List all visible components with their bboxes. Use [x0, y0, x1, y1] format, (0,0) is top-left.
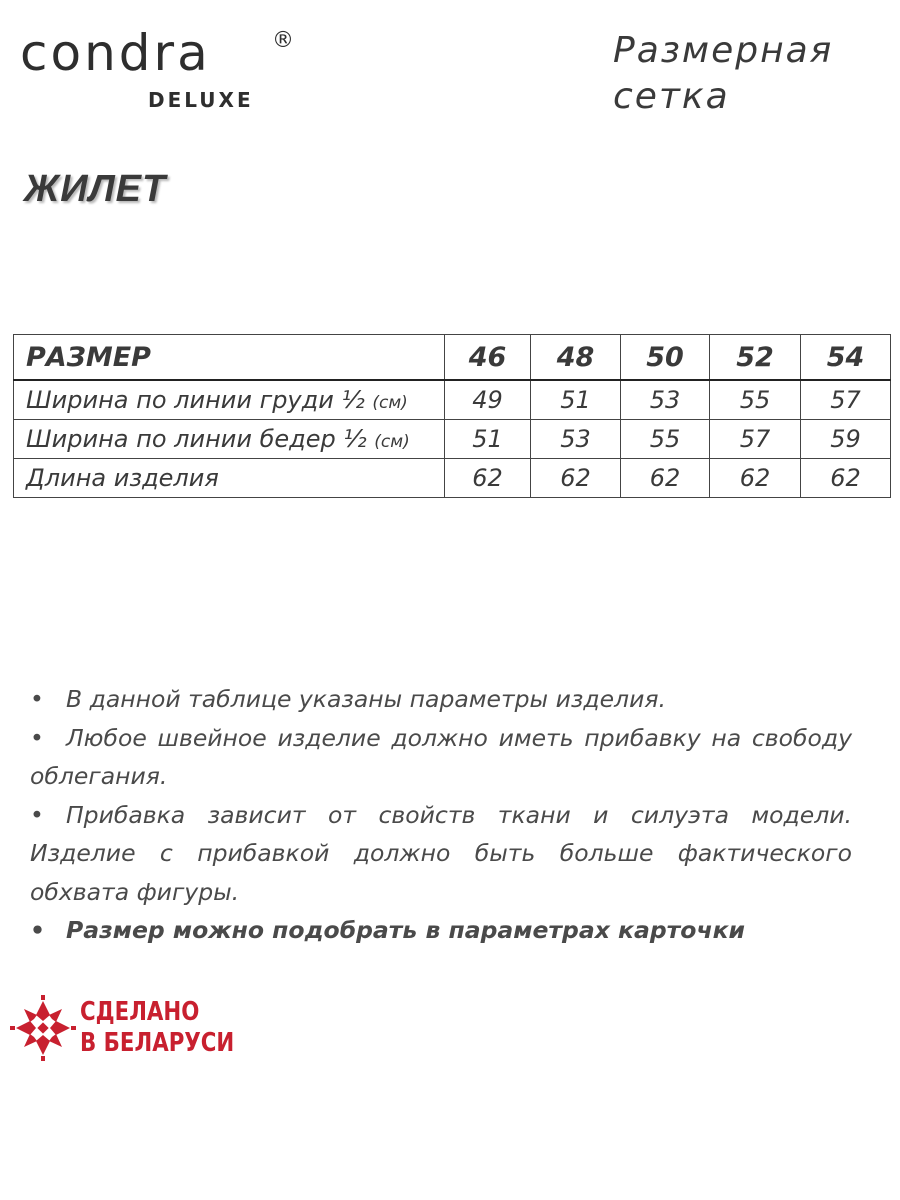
header-size: 48 — [531, 335, 621, 381]
brand-subline: DELUXE — [148, 88, 254, 112]
made-in-line2: В БЕЛАРУСИ — [80, 1028, 235, 1058]
bullet-icon: • — [30, 916, 46, 944]
note-text: Прибавка зависит от свойств ткани и силуэта модели. Изделие с прибавкой должно быть больше фактического обхвата фигуры. — [30, 800, 852, 906]
note-item — [30, 680, 852, 719]
table-row — [14, 420, 891, 459]
table-cell: 55 — [710, 380, 801, 420]
row-label-text: Длина изделия — [26, 464, 219, 492]
note-item — [30, 719, 852, 796]
made-in-text — [80, 997, 234, 1059]
row-unit: (см) — [372, 393, 408, 413]
brand-name: condra — [20, 24, 211, 82]
brand-logo — [20, 24, 300, 112]
row-label-text: Ширина по линии груди ½ — [26, 386, 365, 414]
table-row — [14, 459, 891, 498]
note-item — [30, 911, 852, 950]
registered-mark: ® — [272, 28, 294, 53]
table-cell: 57 — [801, 380, 891, 420]
table-cell: 62 — [621, 459, 710, 498]
table-cell: 53 — [621, 380, 710, 420]
table-cell: 53 — [531, 420, 621, 459]
row-label-text: Ширина по линии бедер ½ — [26, 425, 367, 453]
header-size: 54 — [801, 335, 891, 381]
table-cell: 49 — [445, 380, 531, 420]
header-label: РАЗМЕР — [14, 335, 445, 381]
table-cell: 62 — [710, 459, 801, 498]
note-text: Любое швейное изделие должно иметь прибавку на свободу облегания. — [30, 723, 852, 790]
made-in-line1: СДЕЛАНО — [80, 997, 200, 1027]
product-title: ЖИЛЕТ — [24, 168, 167, 210]
document-title-line2: сетка — [613, 76, 730, 117]
made-in-belarus-badge — [10, 995, 235, 1065]
belarus-ornament-icon — [10, 995, 76, 1061]
bullet-icon: • — [30, 685, 44, 713]
note-text: В данной таблице указаны параметры изделия. — [66, 685, 666, 713]
table-cell: 57 — [710, 420, 801, 459]
note-item — [30, 796, 852, 912]
table-cell: 55 — [621, 420, 710, 459]
document-title-line1: Размерная — [613, 30, 834, 71]
table-cell: 62 — [531, 459, 621, 498]
size-table — [13, 334, 891, 498]
row-label — [14, 420, 445, 459]
table-cell: 62 — [801, 459, 891, 498]
document-title — [613, 28, 873, 120]
bullet-icon: • — [30, 800, 44, 829]
table-cell: 51 — [445, 420, 531, 459]
row-label — [14, 380, 445, 420]
bullet-icon: • — [30, 723, 44, 752]
table-header-row — [14, 335, 891, 381]
row-label — [14, 459, 445, 498]
notes-list — [30, 680, 852, 950]
row-unit: (см) — [374, 432, 410, 452]
header-size: 50 — [621, 335, 710, 381]
note-text: Размер можно подобрать в параметрах карточки — [66, 916, 745, 944]
table-row — [14, 380, 891, 420]
header-size: 52 — [710, 335, 801, 381]
header-size: 46 — [445, 335, 531, 381]
table-cell: 59 — [801, 420, 891, 459]
table-cell: 51 — [531, 380, 621, 420]
table-cell: 62 — [445, 459, 531, 498]
